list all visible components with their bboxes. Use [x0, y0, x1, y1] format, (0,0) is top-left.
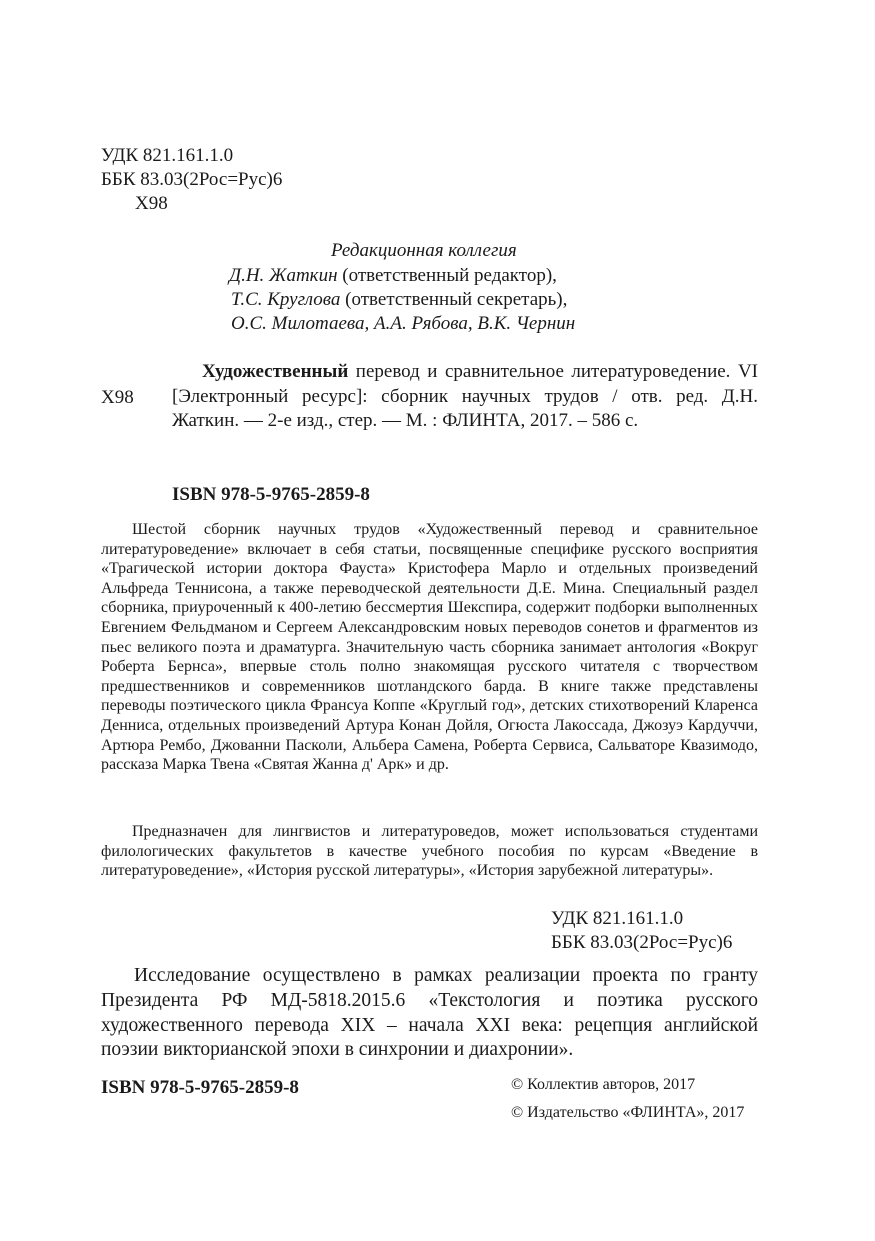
annotation-paragraph-1: Шестой сборник научных трудов «Художественный перевод и сравнительное литературоведение» включает в себя статьи, посвященные специфике русского восприятия «Трагической истории доктора Фауста» Кристофера Марло и отдельных произведений Альфреда Теннисона, а также переводческой деятельности Д.Е. Мина. Специальный раздел сборника, приуроченный к 400-летию бессмертия Шекспира, содержит подборки выполненных Евгением Фельдманом и Сергеем Александровским новых переводов сонетов и фрагментов из пьес великого поэта и драматурга. Значительную часть сборника занимает антология «Вокруг Роберта Бернса», впервые столь полно знакомящая русского читателя с творчеством предшественников и современников шотландского барда. В книге также представлены переводы поэтического цикла Франсуа Коппе «Круглый год», детских стихотворений Кларенса Денниса, отдельных произведений Артура Конан Дойля, Огюста Лакоссада, Джозуэ Кардуччи, Артюра Рембо, Джованни Пасколи, Альбера Самена, Роберта Сервиса, Сальваторе Квазимодо, рассказа Марка Твена «Святая Жанна д' Арк» и др.	[101, 521, 758, 774]
citation-body: перевод и сравнительное литературоведение. VI [Электронный ресурс]: сборник научных трудов / отв. ред. Д.Н. Жаткин. — 2-е изд., стер. — М. : ФЛИНТА, 2017. – 586 с.	[172, 361, 758, 431]
copyright-authors: © Коллектив авторов, 2017	[511, 1076, 696, 1093]
citation-author-mark: Х98	[101, 387, 134, 408]
header-udk: УДК 821.161.1.0	[101, 145, 234, 166]
editorial-title: Редакционная коллегия	[331, 240, 517, 261]
copyright-publisher: © Издательство «ФЛИНТА», 2017	[511, 1104, 745, 1121]
citation-isbn: ISBN 978-5-9765-2859-8	[172, 484, 370, 505]
citation-title: Художественный	[202, 361, 349, 382]
secretary-role: (ответственный секретарь),	[340, 289, 568, 310]
secretary-name: Т.С. Круглова	[231, 289, 341, 310]
editorial-line-1	[229, 264, 557, 288]
editor-role: (ответственный редактор),	[337, 265, 557, 286]
editorial-line-3: О.С. Милотаева, А.А. Рябова, В.К. Чернин	[231, 313, 576, 334]
classification-udk: УДК 821.161.1.0	[551, 908, 684, 929]
grant-note: Исследование осуществлено в рамках реализации проекта по гранту Президента РФ МД-5818.2015.6 «Текстология и поэтика русского художественного перевода XIX – начала XXI века: рецепция английской поэзии викторианской эпохи в синхронии и диахронии».	[101, 965, 758, 1061]
header-bbk: ББК 83.03(2Рос=Рус)6	[101, 169, 283, 190]
citation-text	[172, 360, 758, 434]
editor-name: Д.Н. Жаткин	[229, 265, 338, 286]
header-author-mark: Х98	[135, 193, 168, 214]
footer-isbn: ISBN 978-5-9765-2859-8	[101, 1077, 299, 1098]
classification-bbk: ББК 83.03(2Рос=Рус)6	[551, 932, 733, 953]
annotation-paragraph-2: Предназначен для лингвистов и литературоведов, может использоваться студентами филологических факультетов в качестве учебного пособия по курсам «Введение в литературоведение», «История русской литературы», «История зарубежной литературы».	[101, 823, 758, 880]
editorial-line-2	[231, 288, 567, 312]
